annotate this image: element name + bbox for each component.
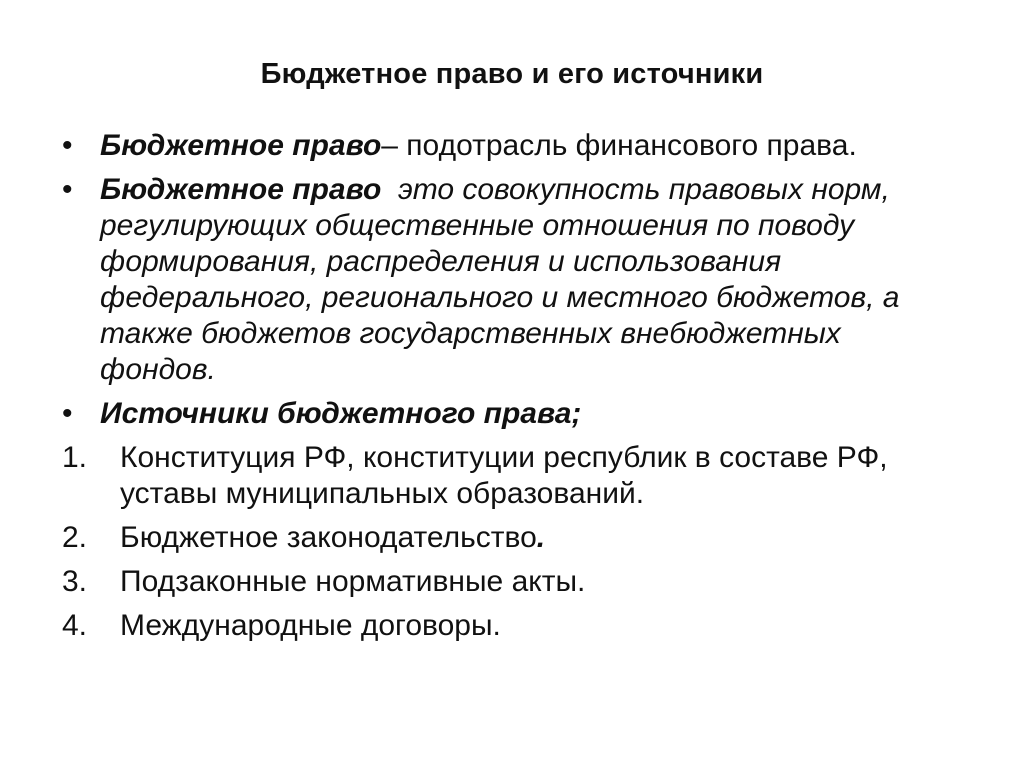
bullet-icon: • — [62, 129, 73, 162]
list-item-text: Подзаконные нормативные акты. — [120, 565, 586, 598]
term-label: Бюджетное право — [100, 129, 382, 162]
sources-heading: Источники бюджетного права; — [100, 397, 582, 430]
definition-text: это совокупность правовых норм, регулирующих общественные отношения по поводу формирования, распределения и использования федерального, регионального и местного бюджетов, а также бюджетов государственных внебюджетных фондов. — [100, 173, 908, 386]
bullet-item-definition-full — [62, 172, 962, 388]
definition-text: – подотрасль финансового права. — [381, 129, 857, 162]
list-number: 4. — [62, 609, 88, 642]
list-item — [62, 564, 962, 600]
list-item — [62, 608, 962, 644]
bullet-item-definition-short — [62, 128, 962, 164]
list-item-suffix: . — [536, 521, 546, 554]
term-label: Бюджетное право — [100, 173, 382, 206]
list-item-text: Бюджетное законодательство — [120, 521, 537, 554]
slide-title: Бюджетное право и его источники — [260, 58, 764, 90]
slide-content — [62, 128, 962, 652]
list-number: 1. — [62, 441, 88, 474]
bullet-icon: • — [62, 173, 73, 206]
list-number: 2. — [62, 521, 88, 554]
list-item-text: Международные договоры. — [120, 609, 501, 642]
list-item — [62, 520, 962, 556]
list-item-text: Конституция РФ, конституции республик в составе РФ, уставы муниципальных образований. — [120, 441, 888, 510]
bullet-icon: • — [62, 397, 73, 430]
list-number: 3. — [62, 565, 88, 598]
bullet-item-sources-heading — [62, 396, 962, 432]
sources-list — [62, 440, 962, 644]
list-item — [62, 440, 962, 512]
